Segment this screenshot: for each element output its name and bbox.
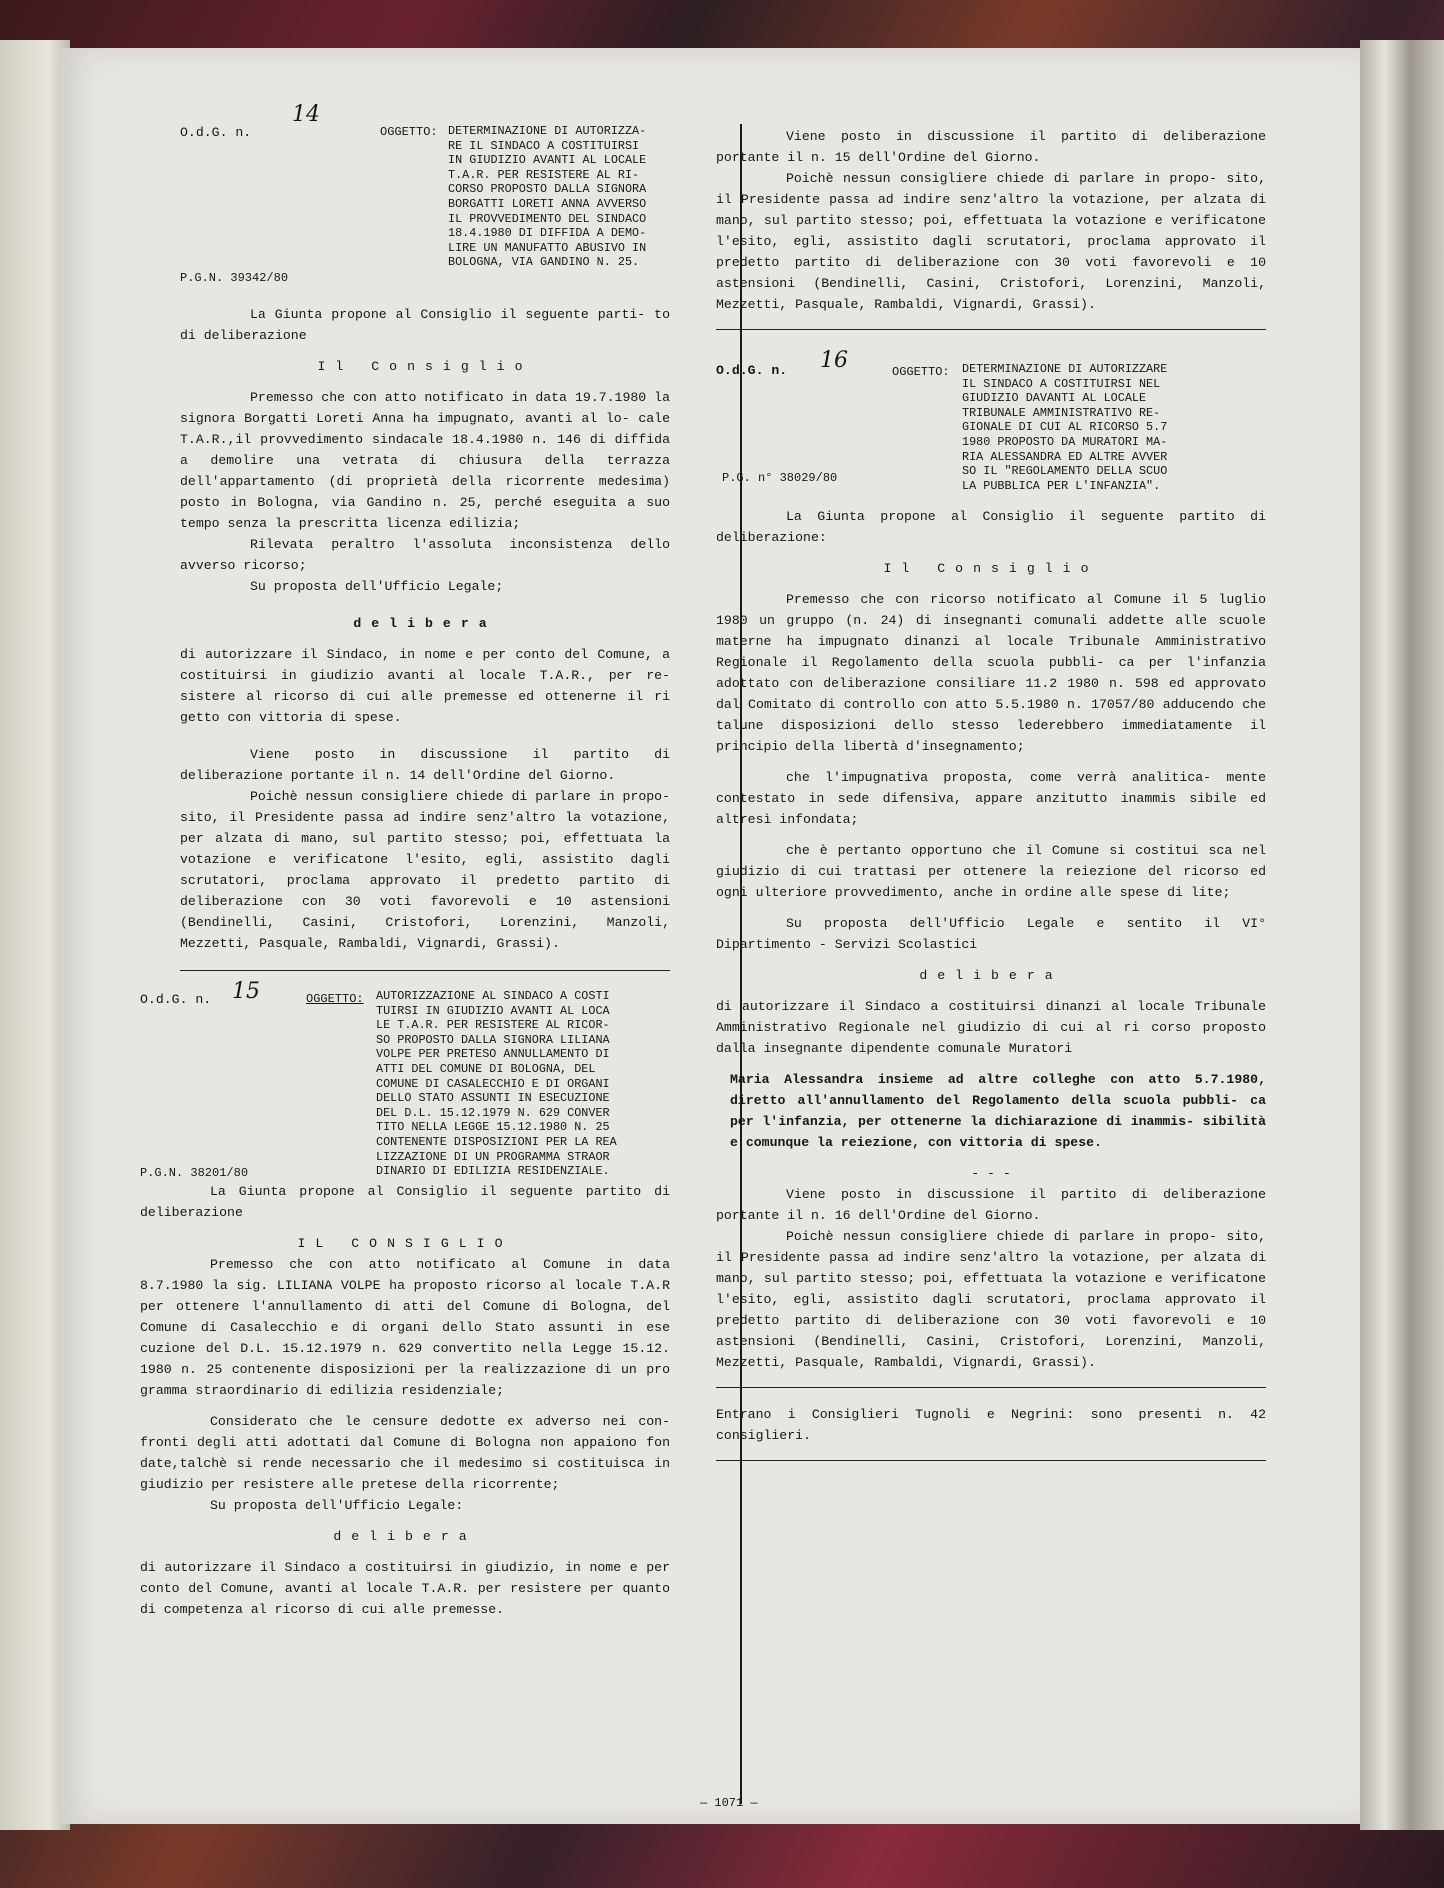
section-heading: IL CONSIGLIO — [297, 1236, 513, 1251]
subject-line: AUTORIZZAZIONE AL SINDACO A COSTI — [376, 989, 610, 1003]
oggetto-label: OGGETTO: — [380, 125, 438, 139]
oggetto-label: OGGETTO: — [306, 992, 364, 1006]
book-edge — [1360, 40, 1444, 1830]
giunta-proposal: La Giunta propone al Consiglio il seguente partito di deliberazione — [140, 1184, 670, 1220]
odg-number: 15 — [232, 979, 260, 1004]
odg-label: O.d.G. n. — [140, 992, 212, 1007]
subject-line: DINARIO DI EDILIZIA RESIDENZIALE. — [376, 1164, 610, 1179]
subject-line: 18.4.1980 DI DIFFIDA A DEMO- — [448, 226, 647, 241]
section-divider — [180, 970, 670, 971]
page-number: — 1071 — — [700, 1796, 758, 1810]
discussione-paragraph: Viene posto in discussione il partito di deliberazione portante il n. 15 dell'Ordine del Giorno. — [716, 129, 1266, 165]
section-divider — [716, 1460, 1266, 1461]
voto-paragraph: Poichè nessun consigliere chiede di parlare in propo- sito, il Presidente passa ad indire senz'altro la votazione, per alzata di mano, sul partito stesso; poi, effettuata la votazione e verificatone l'esito, egli, assistito dagli scrutatori, proclama approvato il predetto partito di deliberazione con 30 voti favorevoli e 10 astensioni (Bendinelli, Casini, Cristofori, Lorenzini, Manzoli, Mezzetti, Pasquale, Rambaldi, Vignardi, Grassi). — [180, 789, 670, 951]
decision-paragraph: di autorizzare il Sindaco a costituirsi dinanzi al locale Tribunale Amministrativo Regionale nel giudizio di cui al ri corso proposto dalla insegnante dipendente comunale Muratori — [716, 999, 1266, 1056]
voto-paragraph: Poichè nessun consigliere chiede di parlare in propo- sito, il Presidente passa ad indire senz'altro la votazione, per alzata di mano, sul partito stesso; poi, effettuata la votazione e verificatone l'esito, egli, assistito dagli scrutatori, proclama approvato il predetto partito di deliberazione con 30 voti favorevoli e 10 astensioni (Bendinelli, Casini, Cristofori, Lorenzini, Manzoli, Mezzetti, Pasquale, Rambaldi, Vignardi, Grassi). — [716, 171, 1266, 312]
pgn-number: P.G.N. 38201/80 — [140, 1166, 249, 1180]
entrano-note: Entrano i Consiglieri Tugnoli e Negrini: sono presenti n. 42 consiglieri. — [716, 1407, 1266, 1443]
right-column — [716, 126, 1266, 1471]
rilevata-paragraph: Rilevata peraltro l'assoluta inconsistenza dello avverso ricorso; — [180, 537, 670, 573]
odg-subject — [376, 989, 676, 1179]
subject-line: BORGATTI LORETI ANNA AVVERSO — [448, 196, 647, 211]
section-divider — [716, 329, 1266, 330]
decision-paragraph: di autorizzare il Sindaco a costituirsi in giudizio, in nome e per conto del Comune, avanti al locale T.A.R. per resistere per quanto di competenza al ricorso di cui alle premesse. — [140, 1560, 670, 1617]
considerato-paragraph: Considerato che le censure dedotte ex adverso nei con- fronti degli atti adottati dal Comune di Bologna non appaiono fon date,talchè si rende necessario che il medesimo si costituisca in giudizio per resistere alle pretese della ricorrente; — [140, 1414, 670, 1492]
subject-line: CONTENENTE DISPOSIZIONI PER LA REA — [376, 1134, 617, 1149]
subject-line: LE T.A.R. PER RESISTERE AL RICOR- — [376, 1018, 610, 1033]
delibera-heading: delibera — [353, 616, 497, 631]
decision-paragraph: di autorizzare il Sindaco, in nome e per conto del Comune, a costituirsi in giudizio avanti al locale T.A.R., per re- sistere al ricorso di cui alle premesse ed ottenerne il ri getto con vittoria di spese. — [180, 647, 670, 725]
impugnativa-paragraph: che l'impugnativa proposta, come verrà analitica- mente contestato in sede difensiva, appare anzitutto inammis sibile ed altresì infondata; — [716, 770, 1266, 827]
subject-line: DEL D.L. 15.12.1979 N. 629 CONVER — [376, 1105, 610, 1120]
subject-line: 1980 PROPOSTO DA MURATORI MA- — [962, 434, 1168, 449]
delibera-heading: delibera — [919, 968, 1063, 983]
subject-line: TUIRSI IN GIUDIZIO AVANTI AL LOCA — [376, 1003, 610, 1018]
proposta-paragraph: Su proposta dell'Ufficio Legale; — [250, 579, 504, 594]
odg-subject — [962, 362, 1242, 493]
premesso-paragraph: Premesso che con atto notificato in data 19.7.1980 la signora Borgatti Loreti Anna ha impugnato, avanti al lo- cale T.A.R.,il provvedimento sindacale 18.4.1980 n. 146 di diffida a demolire una vetrata di chiusura della terrazza dell'appartamento (di proprietà della ricorrente medesima) posto in Bologna, via Gandino n. 25, perché eseguita a suo tempo senza la prescritta licenza edilizia; — [180, 390, 670, 531]
subject-line: COMUNE DI CASALECCHIO E DI ORGANI — [376, 1076, 610, 1091]
premesso-paragraph: Premesso che con ricorso notificato al Comune il 5 luglio 1980 un gruppo (n. 24) di insegnanti comunali addette alle scuole materne ha impugnato dinanzi al locale Tribunale Amministrativo Regionale il Regolamento della scuola pubbli- ca per l'infanzia adottato con deliberazione consiliare 11.2 1980 n. 598 ed approvato dal Comitato di controllo con atto 5.5.1980 n. 17057/80 adducendo che talune disposizioni dello stesso lederebbero immediatamente il principio della libertà d'insegnamento; — [716, 592, 1266, 754]
subject-line: RIA ALESSANDRA ED ALTRE AVVER — [962, 449, 1168, 464]
section-heading: Il Consiglio — [883, 561, 1099, 576]
subject-line: IL SINDACO A COSTITUIRSI NEL — [962, 376, 1161, 391]
section-heading: Il Consiglio — [317, 359, 533, 374]
subject-line: BOLOGNA, VIA GANDINO N. 25. — [448, 255, 640, 270]
voto-paragraph: Poichè nessun consigliere chiede di parlare in propo- sito, il Presidente passa ad indire senz'altro la votazione, per alzata di mano, sul partito stesso; poi, effettuata la votazione e verificatone l'esito, egli, assistito dagli scrutatori, proclama approvato il predetto partito di deliberazione con 30 voti favorevoli e 10 astensioni (Bendinelli, Casini, Cristofori, Lorenzini, Manzoli, Mezzetti, Pasquale, Rambaldi, Vignardi, Grassi). — [716, 1229, 1266, 1370]
subject-line: TRIBUNALE AMMINISTRATIVO RE- — [962, 405, 1161, 420]
document-page — [60, 48, 1360, 1824]
subject-line: TITO NELLA LEGGE 15.12.1980 N. 25 — [376, 1120, 610, 1135]
odg-label: O.d.G. n. — [180, 125, 252, 140]
subject-line: VOLPE PER PRETESO ANNULLAMENTO DI — [376, 1047, 610, 1062]
subject-line: GIUDIZIO DAVANTI AL LOCALE — [962, 391, 1147, 406]
odg-15-body — [140, 1181, 670, 1620]
odg-subject — [448, 124, 688, 270]
subject-line: CORSO PROPOSTO DALLA SIGNORA — [448, 182, 647, 197]
subject-line: DETERMINAZIONE DI AUTORIZZA- — [448, 124, 647, 138]
oggetto-label: OGGETTO: — [892, 365, 950, 379]
odg-number: 14 — [292, 102, 320, 127]
subject-line: IN GIUDIZIO AVANTI AL LOCALE — [448, 153, 647, 168]
proposta-paragraph: Su proposta dell'Ufficio Legale: — [210, 1498, 464, 1513]
odg-label: O.d.G. n. — [716, 363, 788, 378]
subject-line: LIZZAZIONE DI UN PROGRAMMA STRAOR — [376, 1149, 610, 1164]
delibera-heading: delibera — [333, 1529, 477, 1544]
pgn-number: P.G. n° 38029/80 — [722, 471, 838, 485]
subject-line: ATTI DEL COMUNE DI BOLOGNA, DEL — [376, 1061, 596, 1076]
discussione-paragraph: Viene posto in discussione il partito di deliberazione portante il n. 16 dell'Ordine del Giorno. — [716, 1187, 1266, 1223]
giunta-proposal: La Giunta propone al Consiglio il seguente partito di deliberazione: — [716, 509, 1266, 545]
discussione-paragraph: Viene posto in discussione il partito di deliberazione portante il n. 14 dell'Ordine del Giorno. — [180, 747, 670, 783]
subject-line: DELLO STATO ASSUNTI IN ESECUZIONE — [376, 1091, 610, 1106]
opportuno-paragraph: che è pertanto opportuno che il Comune si costitui sca nel giudizio di cui trattasi per ottenere la reiezione del ricorso ed ogni ulteriore provvedimento, anche in ordine alle spese di lite; — [716, 843, 1266, 900]
odg-15-header — [140, 981, 670, 1181]
pgn-number: P.G.N. 39342/80 — [180, 271, 289, 285]
section-divider — [716, 1387, 1266, 1388]
decision-paragraph-bold: Maria Alessandra insieme ad altre colleghe con atto 5.7.1980, diretto all'annullamento del Regolamento della scuola pubbli- ca per l'infanzia, per ottenerne la dichiarazione di inammis- sibilità e comunque la reiezione, con vittoria di spese. — [730, 1072, 1266, 1150]
subject-line: DETERMINAZIONE DI AUTORIZZARE — [962, 362, 1168, 376]
subject-line: IL PROVVEDIMENTO DEL SINDACO — [448, 211, 647, 226]
subject-line: SO PROPOSTO DALLA SIGNORA LILIANA — [376, 1032, 610, 1047]
subject-line: LIRE UN MANUFATTO ABUSIVO IN — [448, 240, 647, 255]
subject-line: RE IL SINDACO A COSTITUIRSI — [448, 138, 640, 153]
odg-16-header — [716, 340, 1266, 493]
odg-number: 16 — [820, 348, 848, 373]
giunta-proposal: La Giunta propone al Consiglio il seguente parti- to di deliberazione — [180, 307, 670, 343]
premesso-paragraph: Premesso che con atto notificato al Comune in data 8.7.1980 la sig. LILIANA VOLPE ha proposto ricorso al locale T.A.R per ottenere l'annullamento di atti del Comune di Bologna, del Comune di Casalecchio e di organi dello Stato assunti in ese cuzione del D.L. 15.12.1979 n. 629 convertito nella Legge 15.12. 1980 n. 25 contenente disposizioni per la realizzazione di un pro gramma straordinario di edilizia residenziale; — [140, 1257, 670, 1398]
left-column — [140, 100, 670, 1620]
subject-line: SO IL "REGOLAMENTO DELLA SCUO — [962, 464, 1168, 479]
odg-14-header — [180, 100, 670, 285]
dashes-separator: - - - — [971, 1166, 1011, 1181]
proposta-paragraph: Su proposta dell'Ufficio Legale e sentito il VI° Dipartimento - Servizi Scolastici — [716, 916, 1266, 952]
subject-line: LA PUBBLICA PER L'INFANZIA". — [962, 478, 1161, 493]
subject-line: T.A.R. PER RESISTERE AL RI- — [448, 167, 640, 182]
subject-line: GIONALE DI CUI AL RICORSO 5.7 — [962, 420, 1168, 435]
